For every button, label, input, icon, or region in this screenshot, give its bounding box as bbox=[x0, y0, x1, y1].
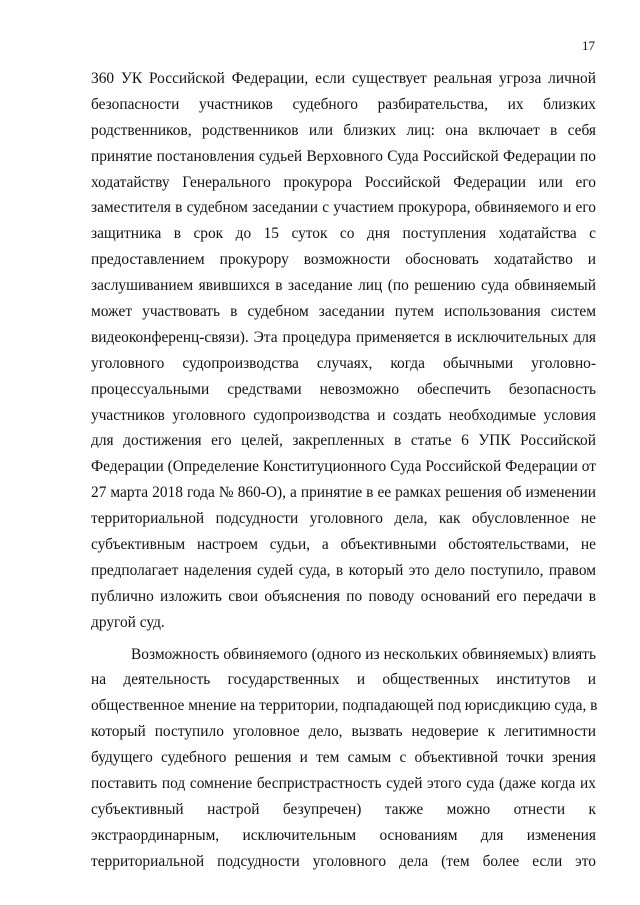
page-number: 17 bbox=[582, 38, 595, 53]
text-line: видеоконференц-связи). Эта процедура применяется в исключительных для bbox=[91, 328, 596, 346]
text-line: для достижения его целей, закрепленных в статье 6 УПК Российской bbox=[91, 432, 596, 450]
text-line: другой суд. bbox=[91, 613, 165, 631]
text-line: территориальной подсудности уголовного дела, как обусловленное не bbox=[91, 510, 596, 528]
text-line: 360 УК Российской Федерации, если существует реальная угроза личной bbox=[91, 70, 596, 87]
text-line: уголовного судопроизводства случаях, когда обычными уголовно- bbox=[91, 354, 596, 372]
text-line: принятие постановления судьей Верховного Суда Российской Федерации по bbox=[91, 147, 596, 165]
text-line: родственников, родственников или близких лиц: она включает в себя bbox=[91, 121, 596, 139]
paragraph-1 bbox=[91, 66, 596, 636]
text-line: экстраординарным, исключительным основаниям для изменения bbox=[91, 826, 596, 844]
text-line: безопасности участников судебного разбирательства, их близких bbox=[91, 95, 596, 113]
text-line: который поступило уголовное дело, вызвать недоверие к легитимности bbox=[91, 723, 596, 741]
text-line: заместителя в судебном заседании с участием прокурора, обвиняемого и его bbox=[91, 199, 596, 217]
text-line: предполагает наделения судей суда, в который это дело поступило, правом bbox=[91, 561, 596, 579]
text-line: заслушиванием явившихся в заседание лиц (по решению суда обвиняемый bbox=[91, 277, 596, 295]
text-line: поставить под сомнение беспристрастность судей этого суда (даже когда их bbox=[91, 775, 596, 793]
text-line: субъективный настрой безупречен) также можно отнести к bbox=[91, 800, 596, 818]
text-line: может участвовать в судебном заседании путем использования систем bbox=[91, 303, 596, 321]
paragraph-2 bbox=[91, 642, 596, 875]
text-line: предоставлением прокурору возможности обосновать ходатайство и bbox=[91, 251, 596, 269]
text-line: 27 марта 2018 года № 860-О), а принятие в ее рамках решения об изменении bbox=[91, 484, 596, 502]
text-line: Федерации (Определение Конституционного Суда Российской Федерации от bbox=[91, 458, 596, 476]
text-line: субъективным настроем судьи, а объективными обстоятельствами, не bbox=[91, 536, 596, 554]
text-line: на деятельность государственных и общественных институтов и bbox=[91, 671, 596, 689]
text-line: Возможность обвиняемого (одного из нескольких обвиняемых) влиять bbox=[131, 645, 596, 663]
body-text bbox=[91, 66, 596, 875]
text-line: публично изложить свои объяснения по поводу оснований его передачи в bbox=[91, 587, 596, 605]
text-line: территориальной подсудности уголовного дела (тем более если это bbox=[91, 852, 596, 870]
text-line: будущего судебного решения и тем самым с объективной точки зрения bbox=[91, 749, 596, 767]
text-line: процессуальными средствами невозможно обеспечить безопасность bbox=[91, 380, 596, 398]
text-line: ходатайству Генерального прокурора Российской Федерации или его bbox=[91, 173, 596, 191]
text-line: участников уголовного судопроизводства и создать необходимые условия bbox=[91, 406, 596, 424]
text-line: защитника в срок до 15 суток со дня поступления ходатайства с bbox=[91, 225, 596, 243]
text-line: общественное мнение на территории, подпадающей под юрисдикцию суда, в bbox=[91, 697, 598, 715]
